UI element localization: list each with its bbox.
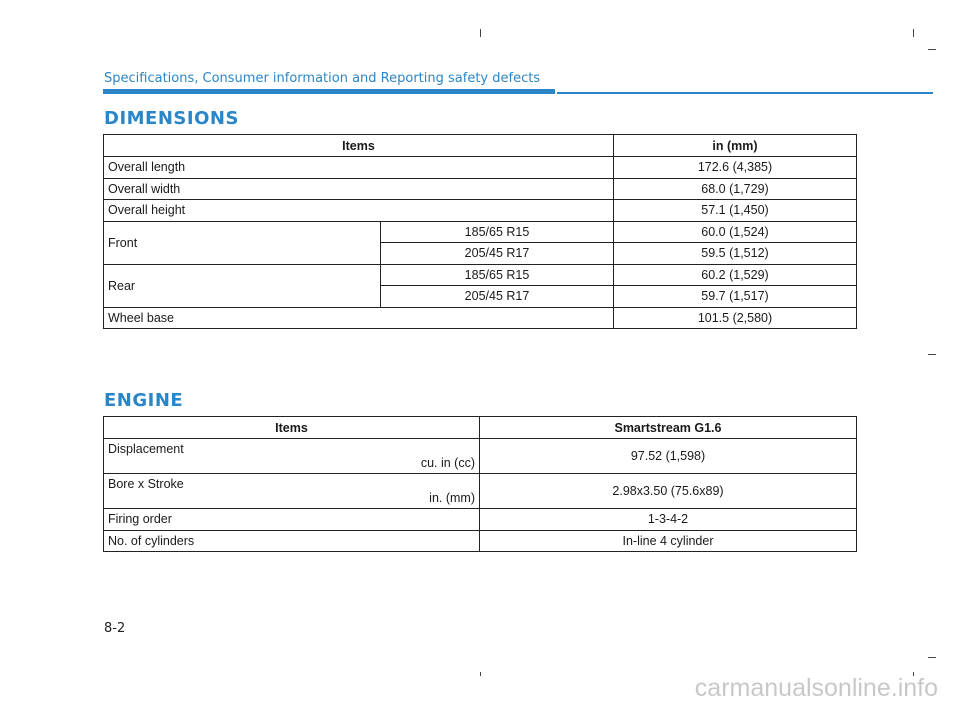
dimensions-section-title: DIMENSIONS [104, 108, 239, 129]
crop-mark [480, 672, 481, 676]
row-value-front-tread: 60.0 (1,524) [614, 221, 857, 243]
table-row [104, 307, 857, 329]
row-label-text: Bore x Stroke [108, 477, 184, 491]
row-unit: cu. in (cc) [420, 456, 475, 470]
dimensions-table [103, 134, 857, 329]
table-header-row [104, 417, 857, 439]
tire-size: 185/65 R15 [381, 264, 614, 286]
column-header-unit: in (mm) [614, 135, 857, 157]
watermark-text: carmanualsonline.info [694, 674, 938, 702]
row-label-bore-stroke [104, 474, 480, 509]
table-row [104, 157, 857, 179]
row-value-cylinders: In-line 4 cylinder [480, 530, 857, 552]
table-row [104, 439, 857, 474]
page-number: 8-2 [104, 621, 126, 636]
crop-mark [913, 29, 914, 37]
row-label-text: Displacement [108, 442, 184, 456]
row-value-rear-tread: 59.7 (1,517) [614, 286, 857, 308]
row-value-overall-length: 172.6 (4,385) [614, 157, 857, 179]
crop-mark [928, 49, 936, 50]
table-row [104, 474, 857, 509]
row-value-rear-tread: 60.2 (1,529) [614, 264, 857, 286]
table-header-row [104, 135, 857, 157]
row-value-bore-stroke: 2.98x3.50 (75.6x89) [480, 474, 857, 509]
row-value-firing-order: 1-3-4-2 [480, 509, 857, 531]
table-row [104, 509, 857, 531]
row-label-overall-height: Overall height [104, 200, 614, 222]
crop-mark [480, 29, 481, 37]
row-label-displacement [104, 439, 480, 474]
row-label-cylinders: No. of cylinders [104, 530, 480, 552]
tire-size: 185/65 R15 [381, 221, 614, 243]
tire-size: 205/45 R17 [381, 286, 614, 308]
column-header-engine-model: Smartstream G1.6 [480, 417, 857, 439]
engine-table [103, 416, 857, 552]
row-value-overall-width: 68.0 (1,729) [614, 178, 857, 200]
row-value-displacement: 97.52 (1,598) [480, 439, 857, 474]
row-value-front-tread: 59.5 (1,512) [614, 243, 857, 265]
row-label-wheel-base: Wheel base [104, 307, 614, 329]
row-label-overall-length: Overall length [104, 157, 614, 179]
table-row [104, 264, 857, 286]
crop-mark [928, 657, 936, 658]
tire-size: 205/45 R17 [381, 243, 614, 265]
chapter-header-title: Specifications, Consumer information and Reporting safety defects [104, 71, 541, 86]
column-header-items: Items [104, 135, 614, 157]
row-unit: in. (mm) [429, 491, 475, 505]
column-header-items: Items [104, 417, 480, 439]
row-label-firing-order: Firing order [104, 509, 480, 531]
crop-mark [928, 354, 936, 355]
table-row [104, 221, 857, 243]
table-row [104, 178, 857, 200]
header-rule [103, 89, 555, 94]
row-label-overall-width: Overall width [104, 178, 614, 200]
row-label-rear: Rear [104, 264, 381, 307]
row-value-overall-height: 57.1 (1,450) [614, 200, 857, 222]
header-rule-thin [557, 92, 933, 94]
engine-section-title: ENGINE [104, 390, 184, 411]
row-value-wheel-base: 101.5 (2,580) [614, 307, 857, 329]
row-label-front: Front [104, 221, 381, 264]
table-row [104, 530, 857, 552]
table-row [104, 200, 857, 222]
